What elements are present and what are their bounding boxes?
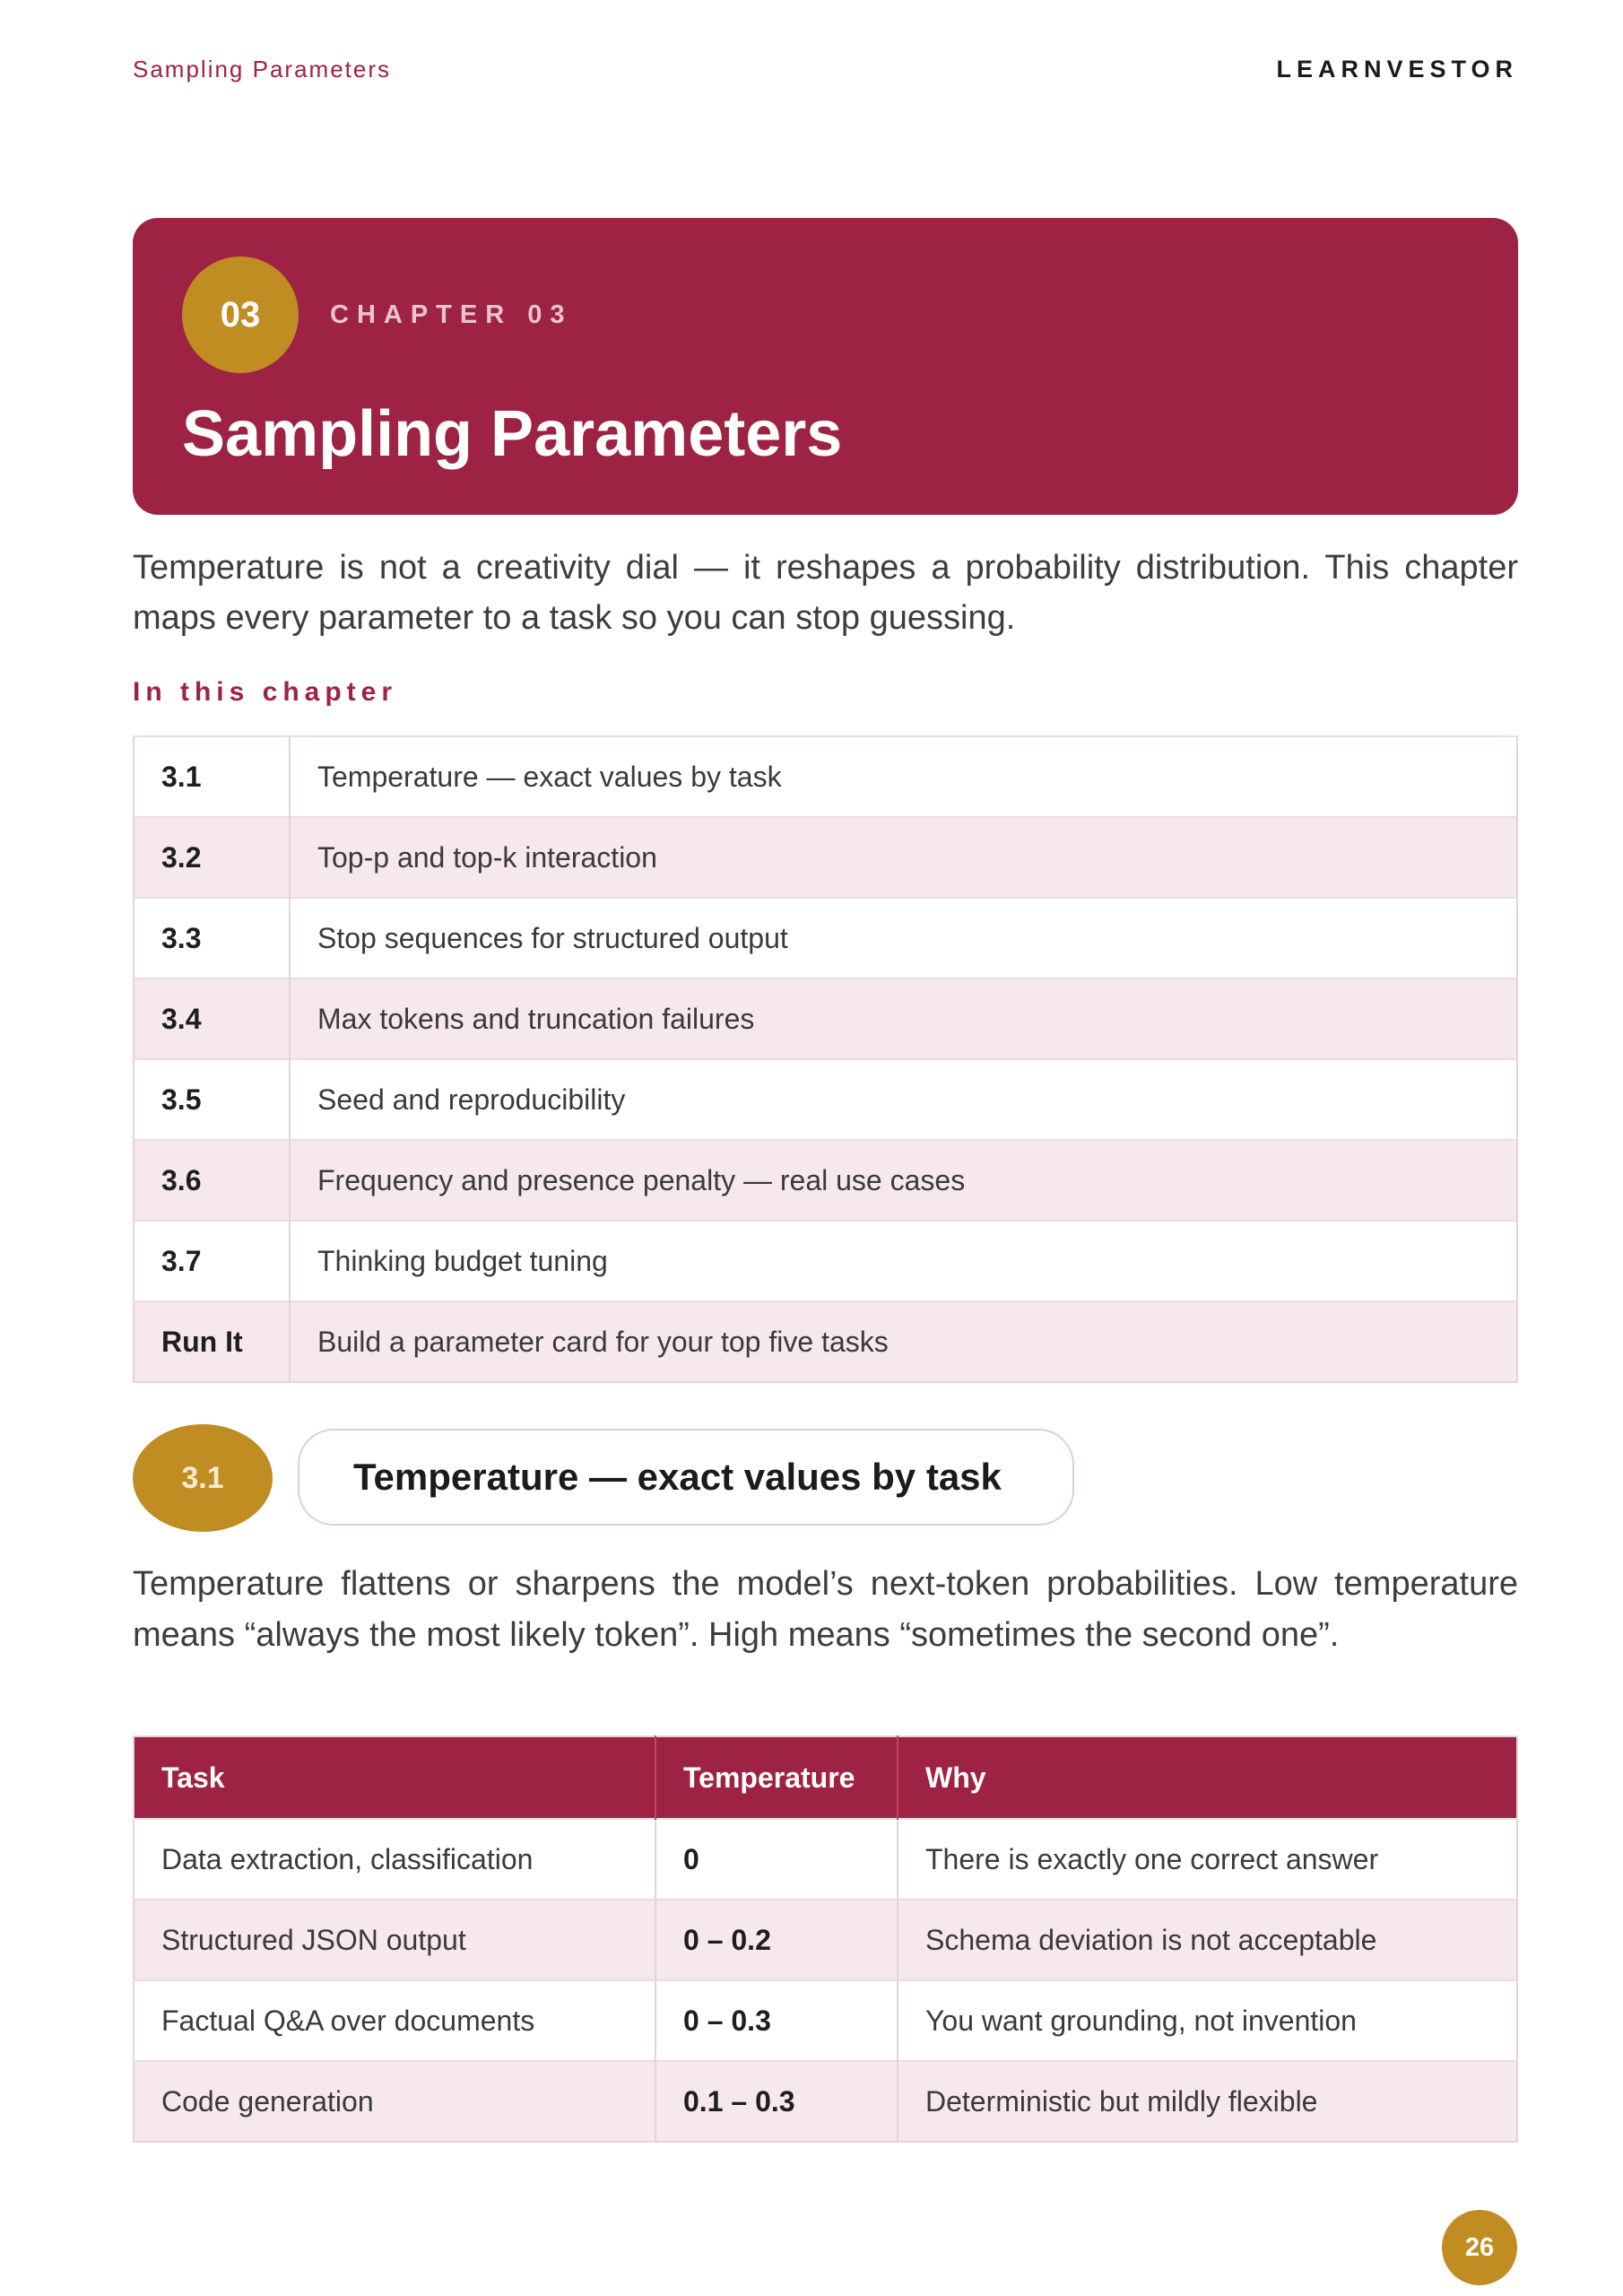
task-cell: Data extraction, classification xyxy=(134,1819,655,1900)
column-header-temperature: Temperature xyxy=(655,1736,898,1819)
toc-number: 3.6 xyxy=(134,1140,290,1221)
intro-paragraph: Temperature is not a creativity dial — it reshapes a probability distribution. This chapter maps every parameter to a task so you can stop guessing. xyxy=(133,549,1518,637)
section-title: Temperature — exact values by task xyxy=(298,1429,1074,1526)
toc-number: 3.5 xyxy=(134,1059,290,1140)
toc-number: 3.3 xyxy=(134,898,290,978)
chapter-kicker: CHAPTER 03 xyxy=(330,300,573,329)
table-row xyxy=(134,1980,1517,2061)
temperature-cell: 0 – 0.2 xyxy=(655,1900,898,1980)
toc-heading: In this chapter xyxy=(133,677,398,707)
toc-row xyxy=(134,817,1517,898)
toc-row xyxy=(134,1059,1517,1140)
toc-label: Build a parameter card for your top five tasks xyxy=(290,1301,1517,1382)
toc-number: 3.2 xyxy=(134,817,290,898)
toc-label: Thinking budget tuning xyxy=(290,1221,1517,1301)
toc-label: Frequency and presence penalty — real use cases xyxy=(290,1140,1517,1221)
column-header-task: Task xyxy=(134,1736,655,1819)
table-row xyxy=(134,1819,1517,1900)
why-cell: You want grounding, not invention xyxy=(898,1980,1517,2061)
toc-row xyxy=(134,1140,1517,1221)
toc-label: Max tokens and truncation failures xyxy=(290,978,1517,1059)
task-cell: Structured JSON output xyxy=(134,1900,655,1980)
toc-row xyxy=(134,898,1517,978)
why-cell: Schema deviation is not acceptable xyxy=(898,1900,1517,1980)
toc-row xyxy=(134,1221,1517,1301)
table-row xyxy=(134,1900,1517,1980)
table-row xyxy=(134,2061,1517,2142)
toc-row xyxy=(134,978,1517,1059)
task-cell: Code generation xyxy=(134,2061,655,2142)
brand-logo-text: LEARNVESTOR xyxy=(1276,56,1518,83)
task-cell: Factual Q&A over documents xyxy=(134,1980,655,2061)
section-number-badge: 3.1 xyxy=(133,1424,273,1532)
chapter-banner xyxy=(133,218,1518,515)
toc-row xyxy=(134,736,1517,817)
why-cell: There is exactly one correct answer xyxy=(898,1819,1517,1900)
page-number-badge: 26 xyxy=(1442,2210,1517,2285)
toc-label: Temperature — exact values by task xyxy=(290,736,1517,817)
chapter-contents-table xyxy=(133,735,1518,1383)
column-header-why: Why xyxy=(898,1736,1517,1819)
toc-number: 3.1 xyxy=(134,736,290,817)
section-paragraph: Temperature flattens or sharpens the model’s next-token probabilities. Low temperature means “always the most likely token”. High means “sometimes the second one”. xyxy=(133,1565,1518,1654)
section-header xyxy=(133,1424,1518,1532)
why-cell: Deterministic but mildly flexible xyxy=(898,2061,1517,2142)
temperature-cell: 0.1 – 0.3 xyxy=(655,2061,898,2142)
toc-label: Stop sequences for structured output xyxy=(290,898,1517,978)
chapter-title: Sampling Parameters xyxy=(182,398,843,470)
chapter-number-badge: 03 xyxy=(182,257,299,373)
toc-label: Seed and reproducibility xyxy=(290,1059,1517,1140)
toc-number: 3.7 xyxy=(134,1221,290,1301)
toc-number: 3.4 xyxy=(134,978,290,1059)
toc-label: Top-p and top-k interaction xyxy=(290,817,1517,898)
toc-row xyxy=(134,1301,1517,1382)
running-title: Sampling Parameters xyxy=(133,56,391,83)
table-header-row xyxy=(134,1736,1517,1819)
temperature-cell: 0 xyxy=(655,1819,898,1900)
toc-number: Run It xyxy=(134,1301,290,1382)
temperature-cell: 0 – 0.3 xyxy=(655,1980,898,2061)
temperature-table xyxy=(133,1735,1518,2143)
